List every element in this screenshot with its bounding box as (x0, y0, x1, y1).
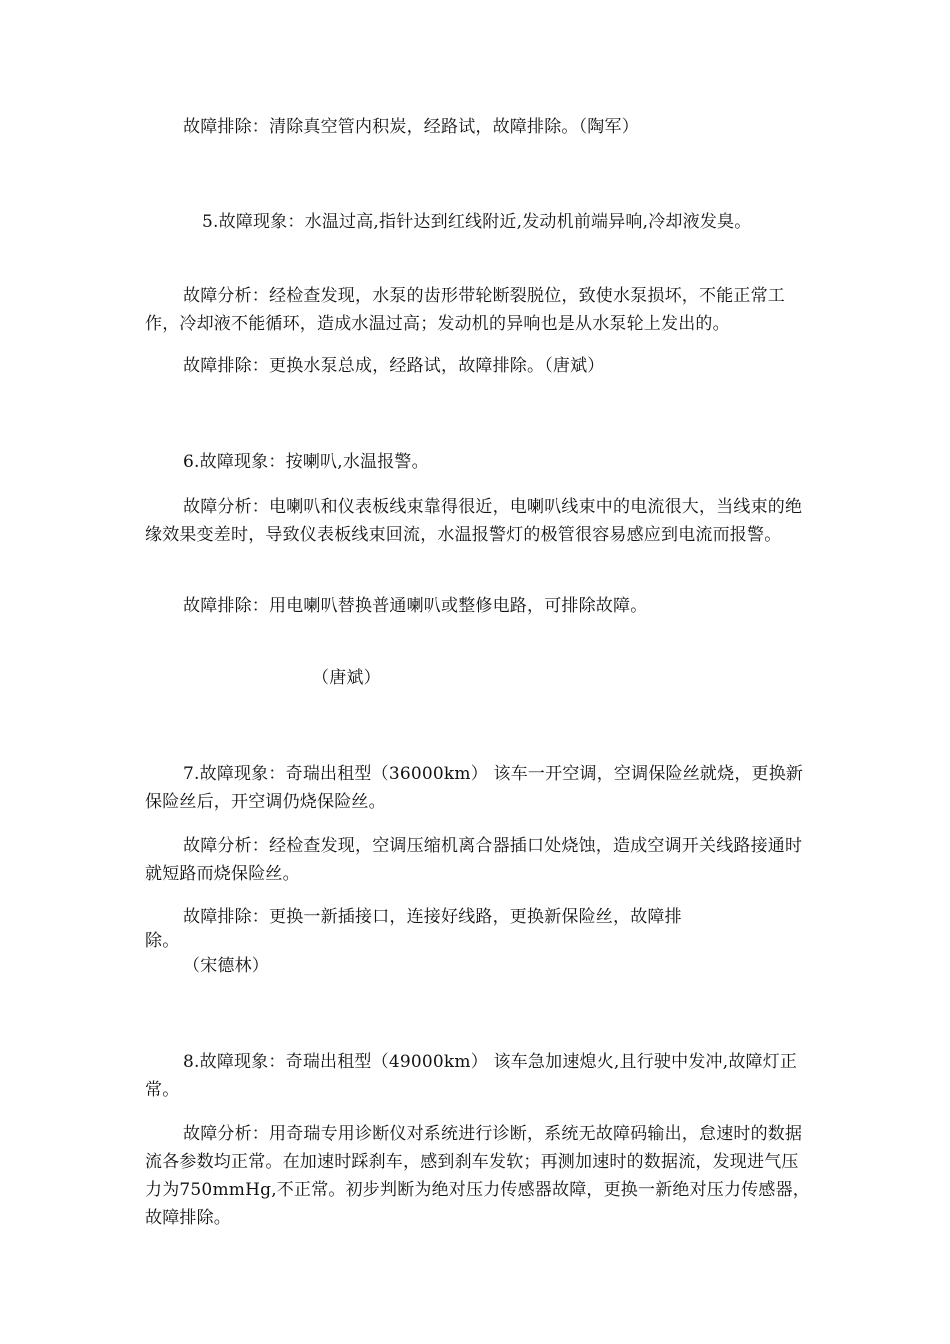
paragraph-fix-5: 故障排除：更换水泵总成，经路试，故障排除。（唐斌） (183, 356, 605, 376)
paragraph-analysis-8: 故障分析：用奇瑞专用诊断仪对系统进行诊断，系统无故障码输出，怠速时的数据流各参数均正常。在加速时踩刹车，感到刹车发软；再测加速时的数据流，发现进气压力为750mmHg,不正常。初步判断为绝对压力传感器故障，更换一新绝对压力传感器，故障排除。 (145, 1124, 810, 1228)
paragraph-fix-6: 故障排除：用电喇叭替换普通喇叭或整修电路，可排除故障。 (183, 596, 648, 616)
paragraph-symptom-5: 5.故障现象：水温过高,指针达到红线附近,发动机前端异响,冷却液发臭。 (202, 212, 752, 232)
paragraph-fix-7-line2: 除。 (145, 931, 180, 951)
paragraph-analysis-7: 故障分析：经检查发现，空调压缩机离合器插口处烧蚀，造成空调开关线路接通时就短路而烧保险丝。 (145, 836, 803, 884)
paragraph-analysis-6: 故障分析：电喇叭和仪表板线束靠得很近，电喇叭线束中的电流很大，当线束的绝缘效果变差时，导致仪表板线束回流，水温报警灯的极管很容易感应到电流而报警。 (145, 497, 803, 545)
paragraph-author-7: （宋德林） (183, 956, 269, 976)
paragraph-symptom-6: 6.故障现象：按喇叭,水温报警。 (183, 452, 429, 472)
paragraph-author-6: （唐斌） (312, 668, 381, 688)
paragraph-analysis-5: 故障分析：经检查发现，水泵的齿形带轮断裂脱位，致使水泵损坏，不能正常工作，冷却液不能循环，造成水温过高；发动机的异响也是从水泵轮上发出的。 (145, 286, 785, 334)
paragraph-fix-4: 故障排除：清除真空管内积炭，经路试，故障排除。（陶军） (183, 117, 639, 137)
paragraph-symptom-7: 7.故障现象：奇瑞出租型（36000km） 该车一开空调，空调保险丝就烧，更换新保险丝后，开空调仍烧保险丝。 (145, 764, 804, 812)
paragraph-symptom-8: 8.故障现象：奇瑞出租型（49000km） 该车急加速熄火,且行驶中发冲,故障灯正常。 (145, 1052, 798, 1100)
paragraph-fix-7-line1: 故障排除：更换一新插接口，连接好线路，更换新保险丝，故障排 (183, 907, 682, 927)
